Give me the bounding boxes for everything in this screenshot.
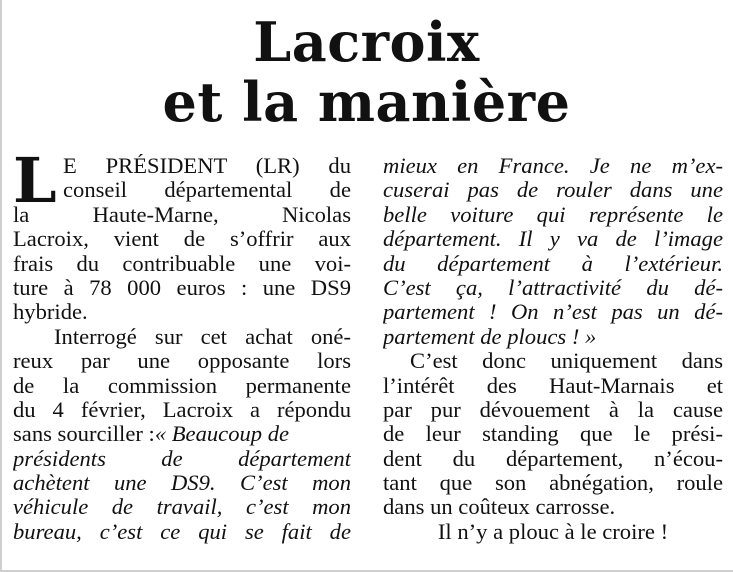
text-line: C’est donc uniquement dans <box>410 349 723 374</box>
text-segment: sans sourciller : <box>13 422 155 447</box>
text-line: de la commission permanente <box>13 373 351 398</box>
text-line: dent du département, n’écou- <box>383 446 723 471</box>
text-line: hybride. <box>13 300 88 325</box>
headline-line-2: et la manière <box>162 70 571 134</box>
text-line: reux par une opposante lors <box>13 349 351 374</box>
text-line: achètent une DS9. C’est mon <box>13 471 351 496</box>
text-line: conseil départemental de <box>63 178 351 203</box>
article-column-right <box>383 154 723 544</box>
text-line: partement ! On n’est pas un dé- <box>383 300 723 325</box>
text-line: du département à l’extérieur. <box>383 251 723 276</box>
drop-cap: L <box>13 144 57 217</box>
text-line: Lacroix, vient de s’offrir aux <box>13 227 351 252</box>
text-line: cuserai pas de rouler dans une <box>383 178 723 203</box>
text-line: E PRÉSIDENT (LR) du <box>63 154 351 178</box>
text-line: belle voiture qui représente le <box>383 202 723 227</box>
text-line: par pur dévouement à la cause <box>383 397 723 422</box>
text-line: du 4 février, Lacroix a répondu <box>13 397 351 422</box>
closing-line: Il n’y a plouc à le croire ! <box>437 519 669 544</box>
text-line: la Haute-Marne, Nicolas <box>13 202 351 227</box>
text-line: mieux en France. Je ne m’ex- <box>383 154 723 178</box>
article-column-left <box>13 144 351 544</box>
text-line: partement de ploucs ! » <box>383 324 597 349</box>
text-line: tant que son abnégation, roule <box>383 471 723 496</box>
text-line <box>13 422 351 446</box>
text-line: ture à 78 000 euros : une DS9 <box>13 275 351 300</box>
text-line: frais du contribuable une voi- <box>13 251 351 276</box>
text-line: l’intérêt des Haut-Marnais et <box>383 373 723 398</box>
headline-line-1: Lacroix <box>253 10 480 74</box>
quote-segment: « Beaucoup de <box>154 422 290 447</box>
text-line: de leur standing que le prési- <box>383 422 723 447</box>
text-line: véhicule de travail, c’est mon <box>13 495 351 520</box>
text-line: C’est ça, l’attractivité du dé- <box>383 275 723 300</box>
headline <box>0 12 733 132</box>
text-line: département. Il y va de l’image <box>383 227 723 252</box>
text-line: bureau, c’est ce qui se fait de <box>13 519 351 544</box>
text-line: dans un coûteux carrosse. <box>383 495 616 520</box>
text-line: présidents de département <box>13 446 351 471</box>
text-line: Interrogé sur cet achat oné- <box>54 324 351 349</box>
